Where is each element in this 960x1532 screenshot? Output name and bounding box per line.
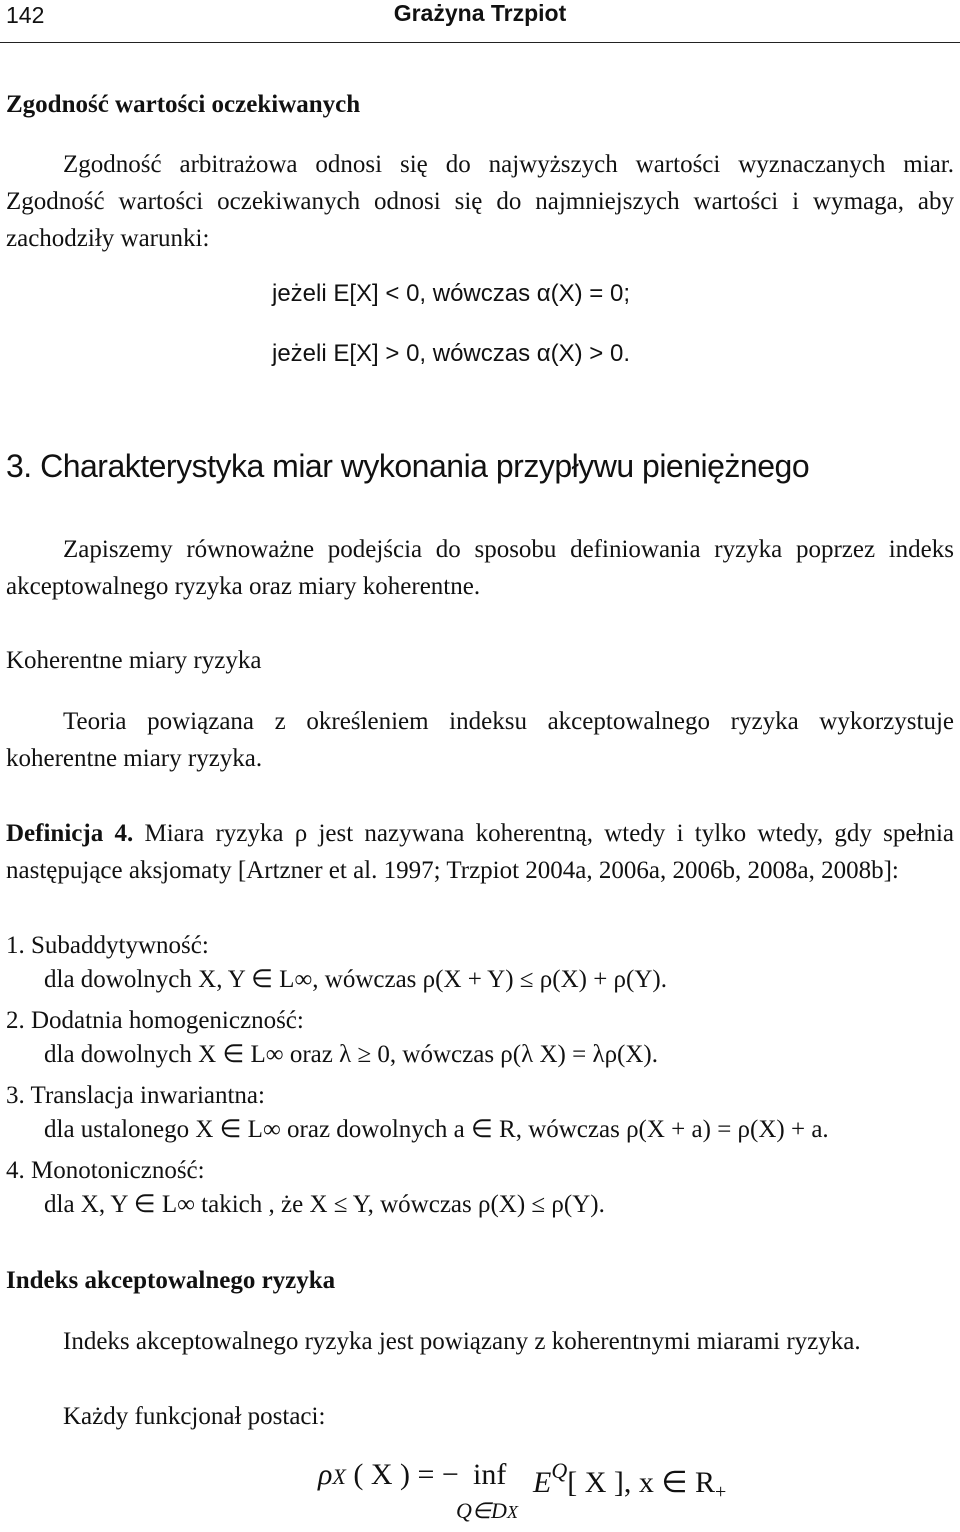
condition-2: jeżeli E[X] > 0, wówczas α(X) > 0. [272, 340, 631, 367]
paragraph-indeks-2: Każdy funkcjonał postaci: [63, 1403, 326, 1430]
section-3-heading: 3. Charakterystyka miar wykonania przypływu pieniężnego [6, 448, 810, 484]
definition-text: Miara ryzyka ρ jest nazywana koherentną, wtedy i tylko wtedy, gdy spełnia następujące aksjomaty [Artzner et al. 1997; Trzpiot 2004a, 2006a, 2006b, 2008a, 2008b]: [6, 820, 954, 884]
axiom-4-formula: dla X, Y ∈ L∞ takich , że X ≤ Y, wówczas ρ(X) ≤ ρ(Y). [44, 1191, 605, 1218]
formula-inf: inf [473, 1458, 507, 1491]
formula-argument: ( X ) = − [353, 1458, 459, 1491]
axiom-3-title: 3. Translacja inwariantna: [6, 1082, 265, 1109]
axiom-2-formula: dla dowolnych X ∈ L∞ oraz λ ≥ 0, wówczas ρ(λ X) = λρ(X). [44, 1041, 659, 1068]
page-header [0, 0, 960, 43]
running-head-author: Grażyna Trzpiot [393, 0, 567, 26]
axiom-4-title: 4. Monotoniczność: [6, 1157, 205, 1184]
axiom-1-formula: dla dowolnych X, Y ∈ L∞, wówczas ρ(X + Y) ≤ ρ(X) + ρ(Y). [44, 966, 667, 993]
page-number: 142 [6, 2, 45, 28]
paragraph-indeks-1: Indeks akceptowalnego ryzyka jest powiązany z koherentnymi miarami ryzyka. [63, 1328, 861, 1355]
section-title-zgodnosc: Zgodność wartości oczekiwanych [6, 91, 361, 118]
acceptability-index-formula [318, 1458, 727, 1523]
subsection-title-indeks: Indeks akceptowalnego ryzyka [6, 1267, 336, 1294]
definition-label: Definicja 4. [6, 820, 134, 847]
paragraph-koherentne: Teoria powiązana z określeniem indeksu akceptowalnego ryzyka wykorzystuje koherentne miary ryzyka. [6, 708, 954, 772]
paragraph-section-3: Zapiszemy równoważne podejścia do sposobu definiowania ryzyka poprzez indeks akceptowalnego ryzyka oraz miary koherentne. [6, 536, 954, 600]
formula-expectation: $E^Q$[ X ], x ∈ $R_+$ [533, 1458, 727, 1503]
definition-4 [6, 815, 954, 889]
formula-rho-subscript: X [332, 1464, 346, 1489]
formula-inf-subscript: Q∈DX [456, 1498, 518, 1523]
axiom-3-formula: dla ustalonego X ∈ L∞ oraz dowolnych a ∈ R, wówczas ρ(X + a) = ρ(X) + a. [44, 1116, 829, 1143]
paragraph-zgodnosc: Zgodność arbitrażowa odnosi się do najwyższych wartości wyznaczanych miar. Zgodność wartości oczekiwanych odnosi się do najmniejszych wartości i wymaga, aby zachodziły warunki: [6, 151, 954, 252]
subsection-title-koherentne: Koherentne miary ryzyka [6, 647, 262, 674]
formula-rho: ρ [318, 1458, 333, 1491]
axiom-1-title: 1. Subaddytywność: [6, 932, 209, 959]
condition-1: jeżeli E[X] < 0, wówczas α(X) = 0; [272, 280, 631, 307]
axiom-2-title: 2. Dodatnia homogeniczność: [6, 1007, 304, 1034]
